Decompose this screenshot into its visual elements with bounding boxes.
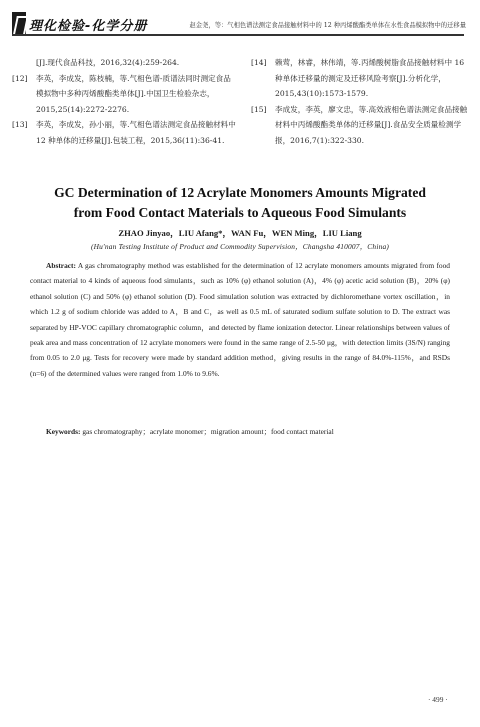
reference-text: [J].现代食品科技，2016,32(4):259-264. — [36, 58, 180, 67]
reference-text: 李成发，李英，廖文忠，等.高效液相色谱法测定食品接触材料中丙烯酸酯类单体的迁移量[J].食品安全质量检测学报，2016,7(1):322-330. — [275, 104, 468, 145]
reference-text: 赖莺，林睿，林伟靖，等.丙烯酸树脂食品接触材料中 16 种单体迁移量的测定及迁移风险考察[J].分析化学，2015,43(10):1573-1579. — [275, 58, 465, 98]
journal-logo-icon — [12, 12, 26, 36]
reference-text: 李英，李成发，孙小丽，等.气相色谱法测定食品接触材料中 12 种单体的迁移量[J].包装工程，2015,36(11):36-41. — [36, 120, 236, 145]
reference-number: [13] — [12, 120, 28, 129]
reference-text: 李英，李成发，陈枝楠，等.气相色谱-质谱法同时测定食品模拟物中多种丙烯酸酯类单体[J].中国卫生检验杂志，2015,25(14):2272-2276. — [36, 73, 231, 114]
reference-number: [14] — [251, 58, 267, 67]
reference-item — [251, 55, 473, 102]
reference-item — [12, 117, 236, 148]
article-authors: ZHAO Jinyao，LIU Afang*，WAN Fu，WEN Ming，LIU Liang — [118, 228, 362, 238]
article-title — [20, 183, 460, 223]
keywords — [30, 426, 450, 437]
journal-logo-text: 理化检验-化学分册 — [29, 19, 148, 34]
abstract — [30, 258, 450, 381]
article-title-line-2: from Food Contact Materials to Aqueous Food Simulants — [73, 205, 407, 220]
abstract-text: A gas chromatography method was established for the determination of 12 acrylate monomers amounts migrated from food contact material to 4 kinds of aqueous food simulants，such as 10% (φ) ethanol solution (A)，4% (φ) acetic acid solution (B)，20% (φ) ethanol solution (C) and 50% (φ) ethanol solution (D). Food simulation solution was extracted by dichloromethane vortex oscillation，in which 1.2 g of sodium chloride was added to A，B and C，as well as 0.5 mL of saturated sodium sulfate solution to D. The extract was separated by HP-VOC capillary chromatographic column，and detected by flame ionization detector. Linear relationships between values of peak area and mass concentration of 12 acrylate monomers were found in the same range of 2.5-50 μg，with detection limits (3S/N) ranging from 0.05 to 2.0 μg. Tests for recovery were made by standard addition method，giving results in the range of 84.0%-115%，and RSDs (n=6) of the determined values were ranged from 1.0% to 9.6%. — [30, 261, 450, 378]
article-affiliation: (Hu'nan Testing Institute of Product and Commodity Supervision，Changsha 410007，China) — [90, 242, 390, 251]
keywords-text: gas chromatography；acrylate monomer；migration amount；food contact material — [82, 427, 334, 436]
abstract-label: Abstract: — [46, 261, 76, 270]
keywords-label: Keywords: — [46, 427, 81, 436]
references-left-column — [12, 55, 236, 148]
reference-number: [12] — [12, 73, 28, 83]
reference-item — [251, 102, 473, 149]
page-number: · 499 · — [428, 695, 448, 704]
reference-item — [12, 71, 236, 118]
page-header — [0, 0, 480, 40]
references-right-column — [251, 55, 473, 148]
article-title-line-1: GC Determination of 12 Acrylate Monomers Amounts Migrated — [54, 185, 426, 200]
reference-number: [15] — [251, 104, 267, 114]
header-divider — [12, 34, 464, 36]
reference-item — [12, 55, 236, 71]
running-title: 赵金尧，等：气相色谱法测定食品接触材料中的 12 种丙烯酸酯类单体在水性食品模拟物中的迁移量 — [189, 22, 466, 29]
